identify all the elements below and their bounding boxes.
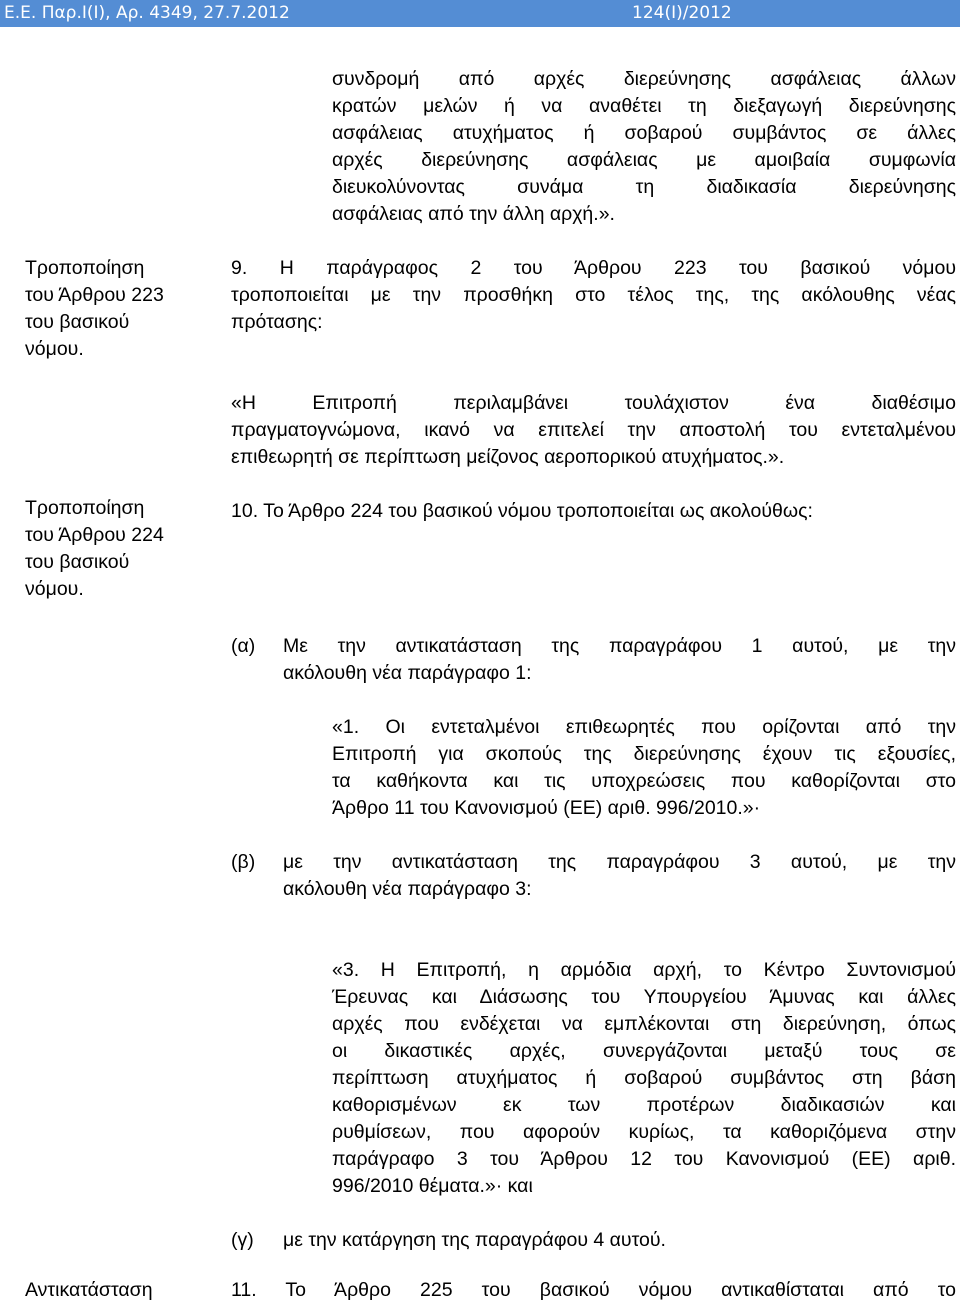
margin-note-article-224 xyxy=(25,495,210,603)
margin-note-article-225 xyxy=(25,1277,210,1304)
text-line: πρότασης: xyxy=(231,311,323,333)
paragraph-11 xyxy=(231,1277,956,1304)
text-line: αρχές διερεύνησης ασφάλειας με αμοιβαία συμφωνία xyxy=(332,149,956,171)
continuation-paragraph xyxy=(332,66,956,228)
text-line: Έρευνας και Διάσωσης του Υπουργείου Άμυνας και άλλες xyxy=(332,986,956,1008)
margin-note-line: Τροποποίηση xyxy=(25,497,145,519)
text-line: τα καθήκοντα και τις υποχρεώσεις που καθορίζονται στο xyxy=(332,770,956,792)
text-line: Άρθρο 11 του Κανονισμού (ΕΕ) αριθ. 996/2010.»· xyxy=(332,797,761,819)
text-line: παράγραφο 3 του Άρθρου 12 του Κανονισμού (ΕΕ) αριθ. xyxy=(332,1148,956,1170)
margin-note-line: Αντικατάσταση xyxy=(25,1279,153,1301)
margin-note-article-223 xyxy=(25,255,210,363)
text-line: Επιτροπή για σκοπούς της διερεύνησης έχουν τις εξουσίες, xyxy=(332,743,956,765)
margin-note-line: του Άρθρου 224 xyxy=(25,524,164,546)
text-line: καθορισμένων εκ των προτέρων διαδικασιών και xyxy=(332,1094,956,1116)
margin-note-line: Τροποποίηση xyxy=(25,257,145,279)
text-line: κρατών μελών ή να αναθέτει τη διεξαγωγή διερεύνησης xyxy=(332,95,956,117)
item-a-text xyxy=(283,633,956,687)
margin-note-line: νόμου. xyxy=(25,338,84,360)
item-a-label: (α) xyxy=(231,635,256,657)
text-line: ασφάλειας από την άλλη αρχή.». xyxy=(332,203,615,225)
text-line: 996/2010 θέματα.»· και xyxy=(332,1175,533,1197)
text-line: πραγματογνώμονα, ικανό να επιτελεί την αποστολή του εντεταλμένου xyxy=(231,419,956,441)
text-line: αρχές που ενδέχεται να εμπλέκονται στη διερεύνηση, όπως xyxy=(332,1013,956,1035)
text-line: Με την αντικατάσταση της παραγράφου 1 αυτού, με την xyxy=(283,635,956,657)
margin-note-line: του βασικού xyxy=(25,311,130,333)
paragraph-9 xyxy=(231,255,956,336)
text-line: τροποποιείται με την προσθήκη στο τέλος της, της ακόλουθης νέας xyxy=(231,284,956,306)
item-b-label: (β) xyxy=(231,851,256,873)
item-b-text xyxy=(283,849,956,903)
text-line: επιθεωρητή σε περίπτωση μείζονος αεροπορικού ατυχήματος.». xyxy=(231,446,785,468)
text-line: ασφάλειας ατυχήματος ή σοβαρού συμβάντος σε άλλες xyxy=(332,122,956,144)
text-line: με την αντικατάσταση της παραγράφου 3 αυτού, με την xyxy=(283,851,956,873)
text-line: ακόλουθη νέα παράγραφο 1: xyxy=(283,662,532,684)
item-c-label: (γ) xyxy=(231,1229,254,1251)
text-line: συνδρομή από αρχές διερεύνησης ασφάλειας άλλων xyxy=(332,68,956,90)
item-c-text: με την κατάργηση της παραγράφου 4 αυτού. xyxy=(283,1229,666,1251)
text-line: 11. Το Άρθρο 225 του βασικού νόμου αντικαθίσταται από το xyxy=(231,1279,956,1301)
paragraph-10 xyxy=(231,498,956,525)
text-line: περίπτωση ατυχήματος ή σοβαρού συμβάντος στη βάση xyxy=(332,1067,956,1089)
text-line: 9. Η παράγραφος 2 του Άρθρου 223 του βασικού νόμου xyxy=(231,257,956,279)
text-line: διευκολύνοντας συνάμα τη διαδικασία διερεύνησης xyxy=(332,176,956,198)
gazette-reference: Ε.Ε. Παρ.Ι(Ι), Αρ. 4349, 27.7.2012 xyxy=(4,3,290,23)
margin-note-line: του Άρθρου 223 xyxy=(25,284,164,306)
page-header xyxy=(0,0,960,27)
margin-note-line: νόμου. xyxy=(25,578,84,600)
text-line: «1. Οι εντεταλμένοι επιθεωρητές που ορίζονται από την xyxy=(332,716,956,738)
text-line: 10. Το Άρθρο 224 του βασικού νόμου τροποποιείται ως ακολούθως: xyxy=(231,500,813,522)
item-b-quote xyxy=(332,957,956,1200)
paragraph-9-quote xyxy=(231,390,956,471)
item-a-quote xyxy=(332,714,956,822)
text-line: οι δικαστικές αρχές, συνεργάζονται μεταξύ τους σε xyxy=(332,1040,956,1062)
margin-note-line: του βασικού xyxy=(25,551,130,573)
text-line: ρυθμίσεων, που αφορούν κυρίως, τα καθοριζόμενα στην xyxy=(332,1121,956,1143)
text-line: «Η Επιτροπή περιλαμβάνει τουλάχιστον ένα διαθέσιμο xyxy=(231,392,956,414)
text-line: ακόλουθη νέα παράγραφο 3: xyxy=(283,878,532,900)
law-number: 124(Ι)/2012 xyxy=(632,3,732,23)
text-line: «3. Η Επιτροπή, η αρμόδια αρχή, το Κέντρο Συντονισμού xyxy=(332,959,956,981)
